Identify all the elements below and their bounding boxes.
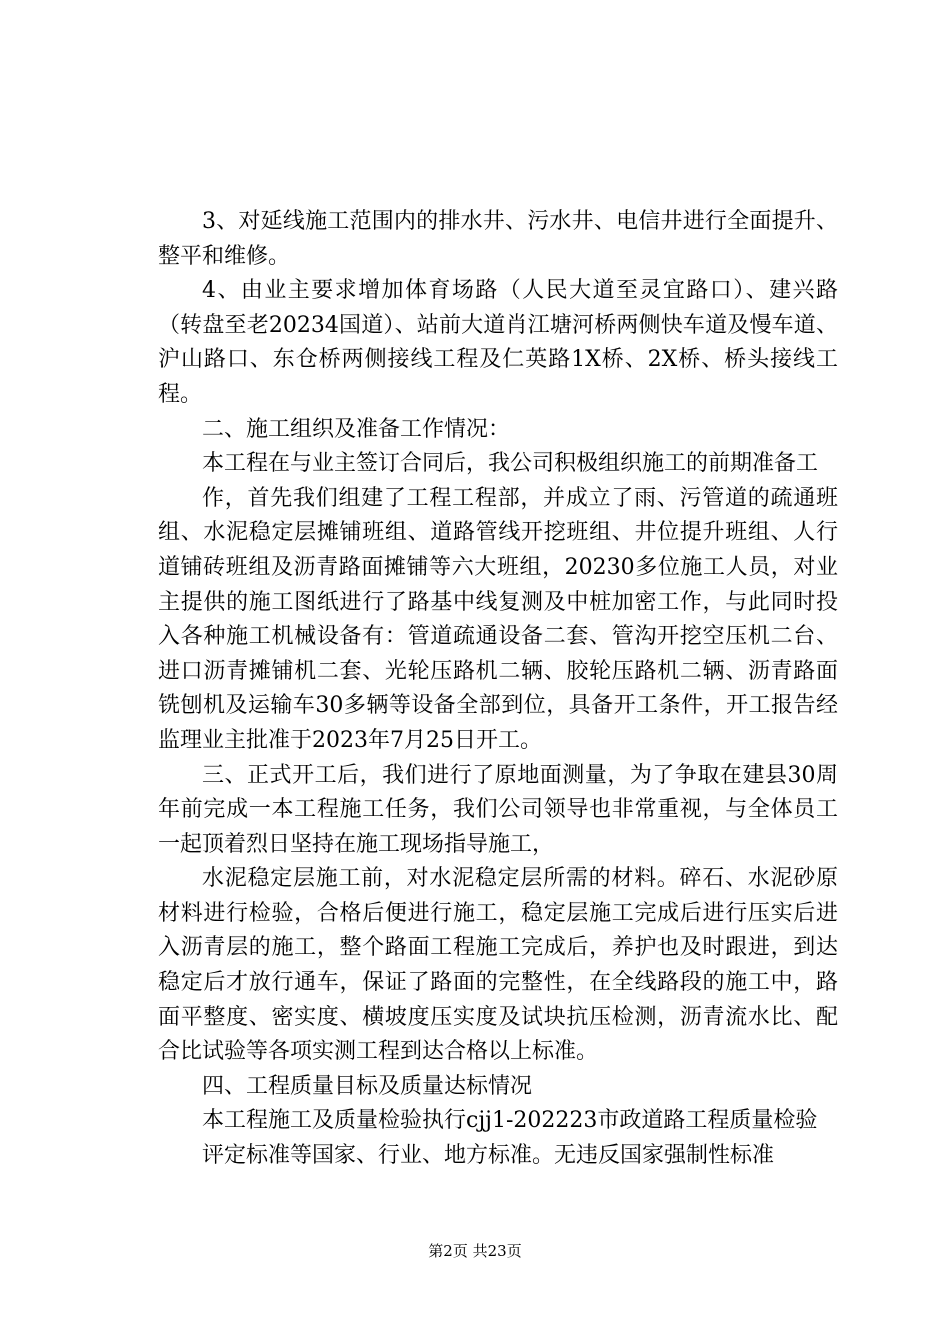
- paragraph-preparation-intro: 本工程在与业主签订合同后，我公司积极组织施工的前期准备工: [202, 451, 819, 477]
- paragraph-item-3: 3、对延线施工范围内的排水井、污水井、电信井进行全面提升、整平和维修。: [158, 209, 838, 269]
- paragraph-evaluation-standard: 评定标准等国家、行业、地方标准。无违反国家强制性标准: [202, 1143, 775, 1169]
- section-heading-quality: 四、工程质量目标及质量达标情况: [202, 1073, 533, 1099]
- paragraph-quality-standard: 本工程施工及质量检验执行cjj1-202223市政道路工程质量检验: [202, 1108, 818, 1134]
- paragraph-item-4: 4、由业主要求增加体育场路（人民大道至灵宜路口）、建兴路（转盘至老20234国道）、站前大道肖江塘河桥两侧快车道及慢车道、沪山路口、东仓桥两侧接线工程及仁英路1X桥、2X桥、桥头接线工程。: [158, 278, 838, 407]
- section-paragraph-construction-start: 三、正式开工后，我们进行了原地面测量，为了争取在建县30周年前完成一本工程施工任务，我们公司领导也非常重视，与全体员工一起顶着烈日坚持在施工现场指导施工，: [158, 762, 838, 857]
- paragraph-preparation-detail: 作，首先我们组建了工程工程部，并成立了雨、污管道的疏通班组、水泥稳定层摊铺班组、道路管线开挖班组、井位提升班组、人行道铺砖班组及沥青路面摊铺等六大班组，20230多位施工人员，对业主提供的施工图纸进行了路基中线复测及中桩加密工作，与此同时投入各种施工机械设备有：管道疏通设备二套、管沟开挖空压机二台、进口沥青摊铺机二套、光轮压路机二辆、胶轮压路机二辆、沥青路面铣刨机及运输车30多辆等设备全部到位，具备开工条件，开工报告经监理业主批准于2023年7月25日开工。: [158, 485, 838, 753]
- paragraph-cement-layer: 水泥稳定层施工前，对水泥稳定层所需的材料。碎石、水泥砂原材料进行检验，合格后便进行施工，稳定层施工完成后进行压实后进入沥青层的施工，整个路面工程施工完成后，养护也及时跟进，到达稳定后才放行通车，保证了路面的完整性，在全线路段的施工中，路面平整度、密实度、横坡度压实度及试块抗压检测，沥青流水比、配合比试验等各项实测工程到达合格以上标准。: [158, 866, 838, 1065]
- section-heading-organization: 二、施工组织及准备工作情况：: [202, 416, 511, 442]
- page-number-footer: 第2页 共23页: [428, 1242, 522, 1260]
- body-text: [158, 205, 838, 1174]
